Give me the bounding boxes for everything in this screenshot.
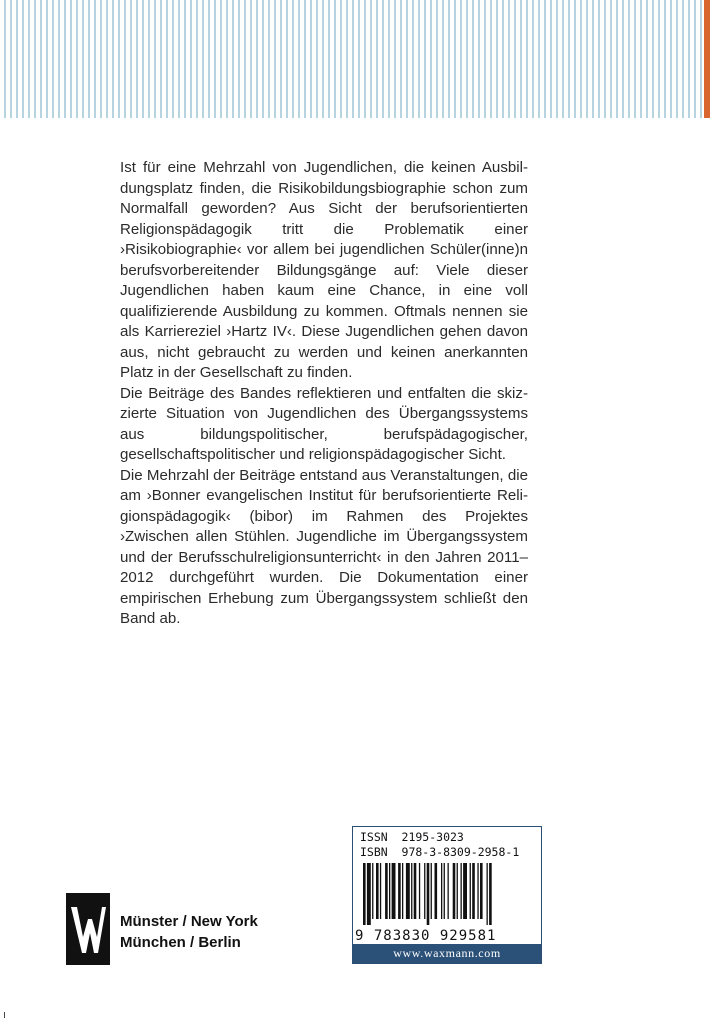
isbn-barcode-panel bbox=[352, 826, 542, 964]
barcode-bar bbox=[367, 863, 371, 925]
barcode-bar bbox=[392, 863, 396, 919]
waxmann-w-logo-icon bbox=[66, 893, 110, 965]
barcode-bars bbox=[363, 863, 533, 925]
barcode-bar bbox=[427, 863, 430, 925]
barcode-bar bbox=[389, 863, 390, 919]
decorative-stripe-band bbox=[0, 0, 710, 118]
barcode-bar bbox=[419, 863, 420, 919]
blurb-paragraph-2: Die Beiträge des Bandes reflektieren und entfalten die skizzierte Situation von Jugendlichen des Übergangssystems aus bildungspolitischer, berufspädagogischer, gesellschaftspolitischer und religionspädagogischer Sicht. bbox=[120, 384, 528, 463]
barcode-bar bbox=[431, 863, 432, 919]
barcode-bar bbox=[441, 863, 442, 919]
blurb-paragraph-1: Ist für eine Mehrzahl von Jugendlichen, die keinen Ausbildungsplatz finden, die Risikobildungsbiographie schon zum Normalfall geworden? Aus Sicht der berufsorientierten Religionspädagogik tritt die Problematik einer ›Risikobiographie‹ vor allem bei jugendlichen Schüler(inne)n berufsvorbereitender Bildungsgänge auf: Viele dieser Jugendlichen haben kaum eine Chance, in eine voll qualifizierende Ausbildung zu kommen. Oftmals nennen sie als Karriereziel ›Hartz IV‹. Diese Jugendlichen gehen davon aus, nicht gebraucht zu werden und keinen anerkannten Platz in der Gesellschaft zu finden. bbox=[120, 159, 528, 381]
barcode-digits: 9 783830 929581 bbox=[355, 928, 497, 944]
barcode-bar bbox=[453, 863, 456, 919]
back-cover-blurb bbox=[120, 158, 528, 630]
barcode-bar bbox=[402, 863, 403, 919]
barcode-bar bbox=[480, 863, 483, 919]
barcode-bar bbox=[380, 863, 381, 919]
barcode-bar bbox=[457, 863, 458, 919]
barcode-bar bbox=[461, 863, 462, 919]
barcode-bar bbox=[463, 863, 467, 919]
barcode-bar bbox=[414, 863, 417, 919]
orange-accent-bar bbox=[704, 0, 710, 118]
barcode-bar bbox=[363, 863, 366, 925]
barcode-bar bbox=[472, 863, 475, 919]
barcode-bar bbox=[424, 863, 425, 919]
isbn-line: ISBN 978-3-8309-2958-1 bbox=[360, 845, 520, 859]
barcode-bar bbox=[376, 863, 379, 919]
barcode-bar bbox=[385, 863, 388, 919]
barcode-bar bbox=[487, 863, 488, 925]
city-line-1: Münster / New York bbox=[120, 913, 258, 930]
barcode-bar bbox=[448, 863, 449, 919]
barcode-bar bbox=[444, 863, 445, 919]
city-line-2: München / Berlin bbox=[120, 934, 241, 951]
publisher-cities bbox=[120, 905, 258, 953]
barcode-bar bbox=[406, 863, 410, 919]
barcode-bar bbox=[398, 863, 401, 919]
issn-line: ISSN 2195-3023 bbox=[360, 830, 464, 844]
barcode-bar bbox=[489, 863, 492, 925]
publisher-url: www.waxmann.com bbox=[353, 944, 541, 963]
barcode-bar bbox=[470, 863, 471, 919]
crop-mark bbox=[4, 1012, 5, 1018]
barcode-bar bbox=[435, 863, 438, 919]
blurb-paragraph-3: Die Mehrzahl der Beiträge entstand aus Veranstaltungen, die am ›Bonner evangelischen Institut für berufsorientierte Religionspädagogik‹ (bibor) im Rahmen des Projektes ›Zwischen allen Stühlen. Jugendliche im Übergangssystem und der Berufsschulreligionsunterricht‹ in den Jahren 2011–2012 durchgeführt wurden. Die Dokumentation einer empirischen Erhebung zum Übergangssystem schließt den Band ab. bbox=[120, 466, 528, 627]
publisher-imprint bbox=[66, 893, 258, 965]
barcode-bar bbox=[411, 863, 412, 919]
barcode-bar bbox=[477, 863, 478, 919]
barcode-bar bbox=[372, 863, 373, 919]
